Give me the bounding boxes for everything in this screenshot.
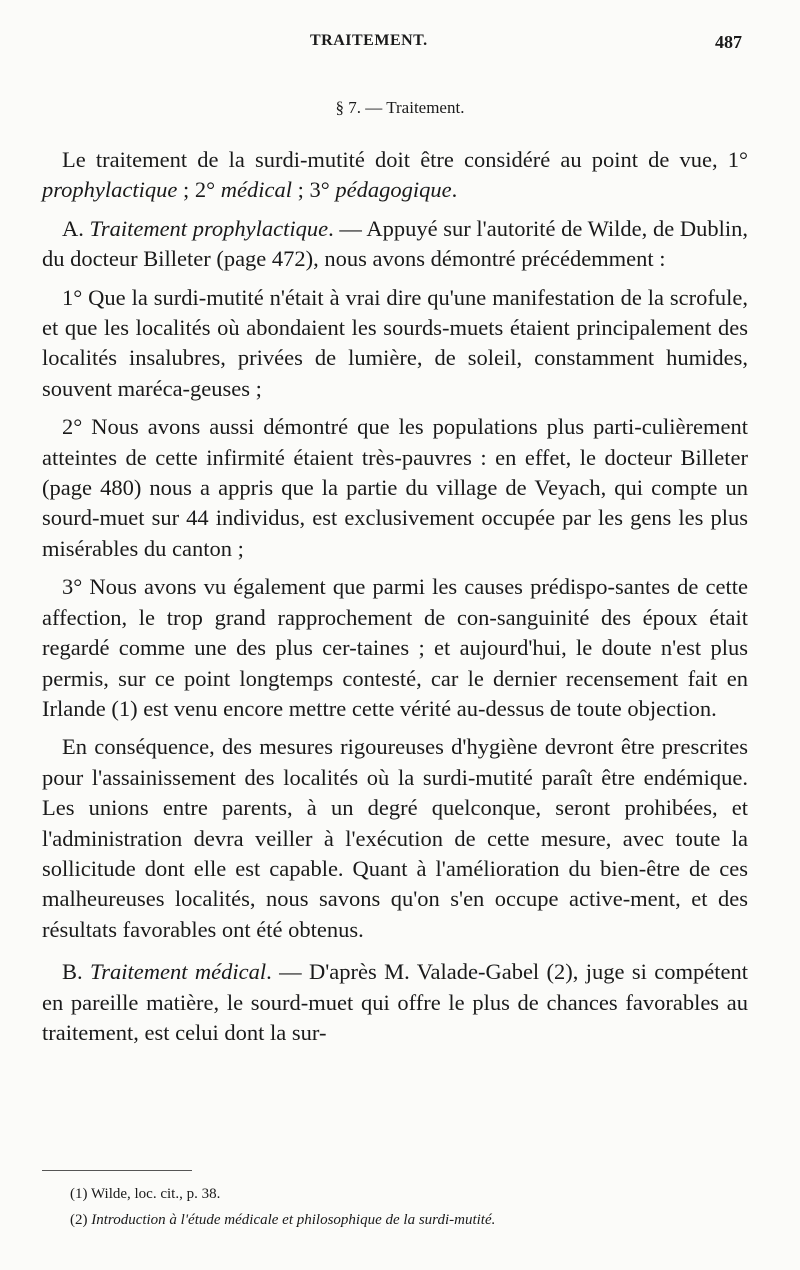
item-2: 2° Nous avons aussi démontré que les populations plus parti-culièrement atteintes de cette infirmité étaient très-pauvres : en effet, le docteur Billeter (page 480) nous a appris que la partie du village de Veyach, qui compte un sourd-muet sur 44 individus, est exclusivement occupée par les gens les plus misérables du canton ; xyxy=(42,414,748,561)
paragraph-b xyxy=(42,957,748,1048)
intro-sep: ; 3° xyxy=(292,177,336,203)
page-number: 487 xyxy=(715,32,742,52)
footnote-2 xyxy=(70,1207,760,1233)
title-b: Traitement médical xyxy=(90,959,267,985)
footnote-2-label: (2) xyxy=(70,1212,92,1228)
section-heading: § 7. — Traitement. xyxy=(335,98,465,117)
paragraph-a xyxy=(42,214,748,275)
footnote-rule xyxy=(42,1170,192,1171)
label-b: B. xyxy=(62,959,91,985)
intro-term-prophylactic: prophylactique xyxy=(42,177,178,203)
item-3: 3° Nous avons vu également que parmi les causes prédispo-santes de cette affection, le trop grand rapprochement de con-sanguinité des époux était regardé comme une des plus cer-taines ; et aujourd'hui, le doute n'est plus permis, sur ce point longtemps contesté, car le dernier recensement fait en Irlande (1) est venu encore mettre cette vérité au-dessus de toute objection. xyxy=(42,574,748,721)
intro-term-medical: médical xyxy=(220,177,292,203)
title-a: Traitement prophylactique xyxy=(89,215,329,241)
text-b: . — D'après M. Valade-Gabel (2), juge si compétent en pareille matière, le sourd-muet qui offre le plus de chances favorables au traitement, est celui dont la sur- xyxy=(42,959,748,1045)
running-title: TRAITEMENT. xyxy=(310,32,428,49)
text-a: . — Appuyé sur l'autorité de Wilde, de Dublin, du docteur Billeter (page 472), nous avons démontré précédemment : xyxy=(42,215,748,272)
item-1: 1° Que la surdi-mutité n'était à vrai dire qu'une manifestation de la scrofule, et que les localités où abondaient les sourds-muets étaient principalement des localités insalubres, privées de lumière, de soleil, constamment humides, souvent maréca-geuses ; xyxy=(42,284,748,401)
consequence-paragraph: En conséquence, des mesures rigoureuses d'hygiène devront être prescrites pour l'assainissement des localités où la surdi-mutité paraît être endémique. Les unions entre parents, à un degré quelconque, seront prohibées, et l'administration devra veiller à l'exécution de cette mesure, avec toute la sollicitude dont elle est capable. Quant à l'amélioration du bien-être de ces malheureuses localités, nous savons qu'on s'en occupe active-ment, et des résultats favorables ont été obtenus. xyxy=(42,734,748,942)
body-text xyxy=(42,145,748,1048)
intro-text: Le traitement de la surdi-mutité doit être considéré au point de vue, 1° xyxy=(62,147,748,172)
running-head xyxy=(0,30,800,60)
label-a: A. xyxy=(62,215,90,241)
intro-sep: ; 2° xyxy=(177,177,221,203)
intro-term-pedagogic: pédagogique xyxy=(335,177,452,203)
intro-paragraph xyxy=(42,145,748,206)
footnote-1: (1) Wilde, loc. cit., p. 38. xyxy=(70,1186,221,1202)
intro-end: . xyxy=(451,177,458,203)
footnotes xyxy=(70,1181,760,1233)
footnote-2-text: Introduction à l'étude médicale et philosophique de la surdi-mutité. xyxy=(91,1212,496,1228)
